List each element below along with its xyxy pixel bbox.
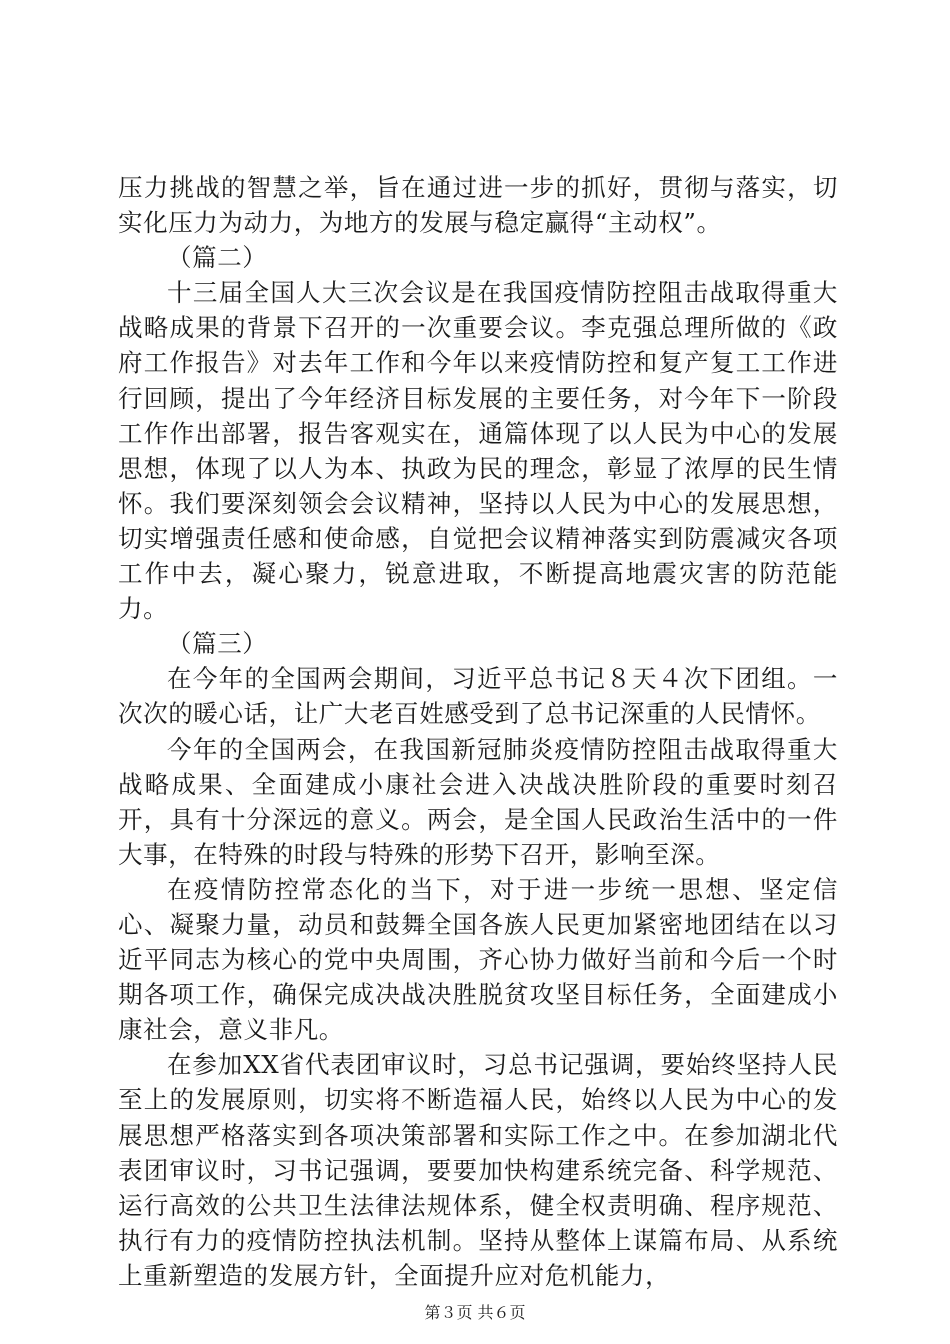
paragraph-epidemic-normalization: 在疫情防控常态化的当下，对于进一步统一思想、坚定信心、凝聚力量，动员和鼓舞全国各族人民更加紧密地团结在以习近平同志为核心的党中央周围，齐心协力做好当前和今后一个时期各项工作，确保完成决战决胜脱贫攻坚目标任务，全面建成小康社会，意义非凡。	[118, 874, 838, 1045]
page-footer: 第３页 共６页	[424, 1303, 526, 1322]
section-heading-part-two: （篇二）	[167, 243, 268, 273]
paragraph-continuation: 压力挑战的智慧之举，旨在通过进一步的抓好，贯彻与落实，切实化压力为动力，为地方的发展与稳定赢得“主动权”。	[118, 173, 838, 238]
paragraph-delegation-review: 在参加XX省代表团审议时，习总书记强调，要始终坚持人民至上的发展原则，切实将不断造福人民，始终以人民为中心的发展思想严格落实到各项决策部署和实际工作之中。在参加湖北代表团审议时，习书记强调，要要加快构建系统完备、科学规范、运行高效的公共卫生法律法规体系，健全权责明确、程序规范、执行有力的疫情防控执法机制。坚持从整体上谋篇布局、从系统上重新塑造的发展方针，全面提升应对危机能力，	[118, 1050, 838, 1290]
paragraph-npc-session: 十三届全国人大三次会议是在我国疫情防控阻击战取得重大战略成果的背景下召开的一次重要会议。李克强总理所做的《政府工作报告》对去年工作和今年以来疫情防控和复产复工工作进行回顾，提出了今年经济目标发展的主要任务，对今年下一阶段工作作出部署，报告客观实在，通篇体现了以人民为中心的发展思想，体现了以人为本、执政为民的理念，彰显了浓厚的民生情怀。我们要深刻领会会议精神，坚持以人民为中心的发展思想，切实增强责任感和使命感，自觉把会议精神落实到防震减灾各项工作中去，凝心聚力，锐意进取，不断提高地震灾害的防范能力。	[118, 278, 838, 624]
paragraph-two-sessions-significance: 今年的全国两会，在我国新冠肺炎疫情防控阻击战取得重大战略成果、全面建成小康社会进入决战决胜阶段的重要时刻召开，具有十分深远的意义。两会，是全国人民政治生活中的一件大事，在特殊的时段与特殊的形势下召开，影响至深。	[118, 734, 838, 869]
document-body	[118, 170, 838, 1293]
paragraph-two-sessions-visits: 在今年的全国两会期间，习近平总书记８天４次下团组。一次次的暖心话，让广大老百姓感受到了总书记深重的人民情怀。	[118, 664, 838, 729]
section-heading-part-three: （篇三）	[167, 629, 268, 659]
